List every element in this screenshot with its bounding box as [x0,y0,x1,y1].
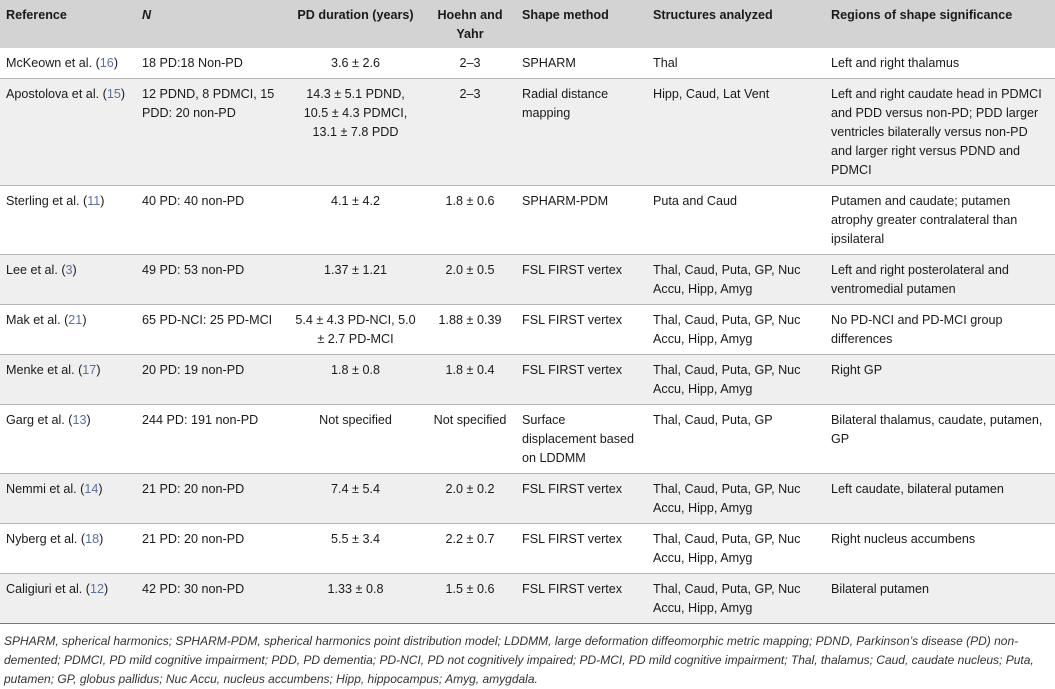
cell-structures: Thal, Caud, Puta, GP [653,413,773,427]
cell-structures: Thal, Caud, Puta, GP, Nuc Accu, Hipp, Amyg [653,313,801,346]
cell-reference [0,48,136,79]
cell-regions: No PD-NCI and PD-MCI group differences [831,313,1003,346]
cell-shape-method: FSL FIRST vertex [522,263,623,277]
cell-pd-duration: 4.1 ± 4.2 [331,194,380,208]
cell-regions: Left and right thalamus [831,56,960,70]
cell-hoehn-yahr: 2.0 ± 0.5 [445,263,495,277]
header-n: N [142,8,152,22]
reference-name: Sterling et al. ( [6,194,88,208]
cell-hoehn-yahr: 2.2 ± 0.7 [445,532,495,546]
cell-regions: Bilateral putamen [831,582,930,596]
cell-reference [0,474,136,524]
table-row [0,355,1055,405]
table-row [0,524,1055,574]
cell-regions: Left and right caudate head in PDMCI and PDD versus non-PD; PDD larger ventricles bilaterally versus non-PD and larger right versus PDND and PDMCI [831,87,1042,177]
cell-shape-method: FSL FIRST vertex [522,363,623,377]
cell-structures: Thal [653,56,678,70]
reference-close-paren: ) [96,363,101,377]
cell-pd-duration: 1.33 ± 0.8 [327,582,384,596]
cell-hoehn-yahr: 2–3 [459,87,481,101]
header-structures: Structures analyzed [653,8,773,22]
table-footnote: SPHARM, spherical harmonics; SPHARM-PDM, spherical harmonics point distribution model; LDDMM, large deformation diffeomorphic metric mapping; PDND, Parkinson’s disease (PD) non-demented; PDMCI, PD mild cognitive impairment; PDD, PD dementia; PD-NCI, PD not cognitively impaired; PD-MCI, PD mild cognitive impairment; Thal, thalamus; Caud, caudate nucleus; Puta, putamen; GP, globus pallidus; Nuc Accu, nucleus accumbens; Hipp, hippocampus; Amyg, amygdala. [4,634,1034,686]
cell-n: 42 PD: 30 non-PD [142,582,245,596]
cell-pd-duration: 1.8 ± 0.8 [331,363,380,377]
cell-pd-duration: 3.6 ± 2.6 [331,56,380,70]
cell-structures: Puta and Caud [653,194,738,208]
table-row [0,305,1055,355]
cell-n: 18 PD:18 Non-PD [142,56,243,70]
cell-reference [0,355,136,405]
reference-name: Apostolova et al. ( [6,87,107,101]
cell-n: 65 PD-NCI: 25 PD-MCI [142,313,273,327]
table-row [0,574,1055,624]
citation-link[interactable]: 21 [68,313,83,327]
reference-close-paren: ) [120,87,126,101]
table-row [0,474,1055,524]
cell-shape-method: FSL FIRST vertex [522,532,623,546]
cell-pd-duration: Not specified [319,413,392,427]
reference-name: Nemmi et al. ( [6,482,85,496]
reference-close-paren: ) [72,263,77,277]
cell-structures: Thal, Caud, Puta, GP, Nuc Accu, Hipp, Amyg [653,363,801,396]
reference-close-paren: ) [104,582,109,596]
cell-shape-method: SPHARM-PDM [522,194,609,208]
cell-structures: Thal, Caud, Puta, GP, Nuc Accu, Hipp, Amyg [653,482,801,515]
cell-n: 40 PD: 40 non-PD [142,194,245,208]
cell-hoehn-yahr: 2.0 ± 0.2 [445,482,495,496]
cell-shape-method: SPHARM [522,56,576,70]
cell-regions: Bilateral thalamus, caudate, putamen, GP [831,413,1043,446]
reference-name: Lee et al. ( [6,263,66,277]
cell-structures: Thal, Caud, Puta, GP, Nuc Accu, Hipp, Amyg [653,582,801,615]
cell-reference [0,574,136,624]
citation-link[interactable]: 3 [65,263,73,277]
cell-pd-duration: 7.4 ± 5.4 [331,482,380,496]
cell-regions: Left caudate, bilateral putamen [831,482,1004,496]
reference-close-paren: ) [100,194,105,208]
table-body [0,48,1055,624]
cell-regions: Right GP [831,363,883,377]
reference-name: Caligiuri et al. ( [6,582,90,596]
cell-n: 12 PDND, 8 PDMCI, 15 PDD: 20 non-PD [142,87,275,120]
citation-link[interactable]: 18 [85,532,100,546]
cell-structures: Hipp, Caud, Lat Vent [653,87,770,101]
cell-shape-method: Radial distance mapping [522,87,609,120]
citation-link[interactable]: 16 [99,56,114,70]
table-row [0,405,1055,474]
reference-name: Mak et al. ( [6,313,69,327]
cell-n: 21 PD: 20 non-PD [142,482,245,496]
reference-close-paren: ) [86,413,91,427]
cell-structures: Thal, Caud, Puta, GP, Nuc Accu, Hipp, Amyg [653,532,801,565]
cell-pd-duration: 5.5 ± 3.4 [331,532,380,546]
cell-structures: Thal, Caud, Puta, GP, Nuc Accu, Hipp, Amyg [653,263,801,296]
table-row [0,48,1055,79]
citation-link[interactable]: 15 [106,87,121,101]
cell-pd-duration: 5.4 ± 4.3 PD-NCI, 5.0 ± 2.7 PD-MCI [295,313,416,346]
cell-hoehn-yahr: 1.88 ± 0.39 [438,313,502,327]
reference-close-paren: ) [113,56,119,70]
cell-n: 20 PD: 19 non-PD [142,363,245,377]
cell-n: 21 PD: 20 non-PD [142,532,245,546]
cell-reference [0,255,136,305]
table-row [0,186,1055,255]
reference-name: Nyberg et al. ( [6,532,86,546]
cell-pd-duration: 1.37 ± 1.21 [324,263,387,277]
header-pd-duration: PD duration (years) [297,8,414,22]
reference-name: Menke et al. ( [6,363,83,377]
cell-hoehn-yahr: 2–3 [459,56,481,70]
reference-name: Garg et al. ( [6,413,73,427]
cell-reference [0,405,136,474]
header-hoehn-yahr: Hoehn and Yahr [437,8,503,41]
cell-reference [0,186,136,255]
citation-link[interactable]: 14 [84,482,99,496]
reference-close-paren: ) [82,313,87,327]
cell-n: 244 PD: 191 non-PD [142,413,259,427]
cell-hoehn-yahr: Not specified [433,413,507,427]
table-row [0,255,1055,305]
citation-link[interactable]: 13 [72,413,87,427]
citation-link[interactable]: 11 [87,194,101,208]
cell-regions: Left and right posterolateral and ventromedial putamen [831,263,1009,296]
cell-regions: Right nucleus accumbens [831,532,976,546]
cell-reference [0,79,136,186]
citation-link[interactable]: 12 [90,582,105,596]
cell-pd-duration: 14.3 ± 5.1 PDND, 10.5 ± 4.3 PDMCI, 13.1 ± 7.8 PDD [303,87,408,139]
reference-name: McKeown et al. ( [6,56,100,70]
cell-hoehn-yahr: 1.8 ± 0.6 [445,194,495,208]
cell-n: 49 PD: 53 non-PD [142,263,245,277]
header-regions: Regions of shape significance [831,8,1013,22]
table-header-row [0,0,1055,48]
header-reference: Reference [6,8,67,22]
citation-link[interactable]: 17 [82,363,97,377]
cell-shape-method: FSL FIRST vertex [522,582,623,596]
reference-close-paren: ) [98,482,103,496]
cell-shape-method: Surface displacement based on LDDMM [522,413,635,465]
cell-shape-method: FSL FIRST vertex [522,313,623,327]
cell-reference [0,524,136,574]
cell-shape-method: FSL FIRST vertex [522,482,623,496]
reference-close-paren: ) [99,532,104,546]
cell-hoehn-yahr: 1.8 ± 0.4 [445,363,495,377]
cell-hoehn-yahr: 1.5 ± 0.6 [445,582,495,596]
cell-regions: Putamen and caudate; putamen atrophy greater contralateral than ipsilateral [831,194,1018,246]
header-shape-method: Shape method [522,8,609,22]
table-row [0,79,1055,186]
cell-reference [0,305,136,355]
